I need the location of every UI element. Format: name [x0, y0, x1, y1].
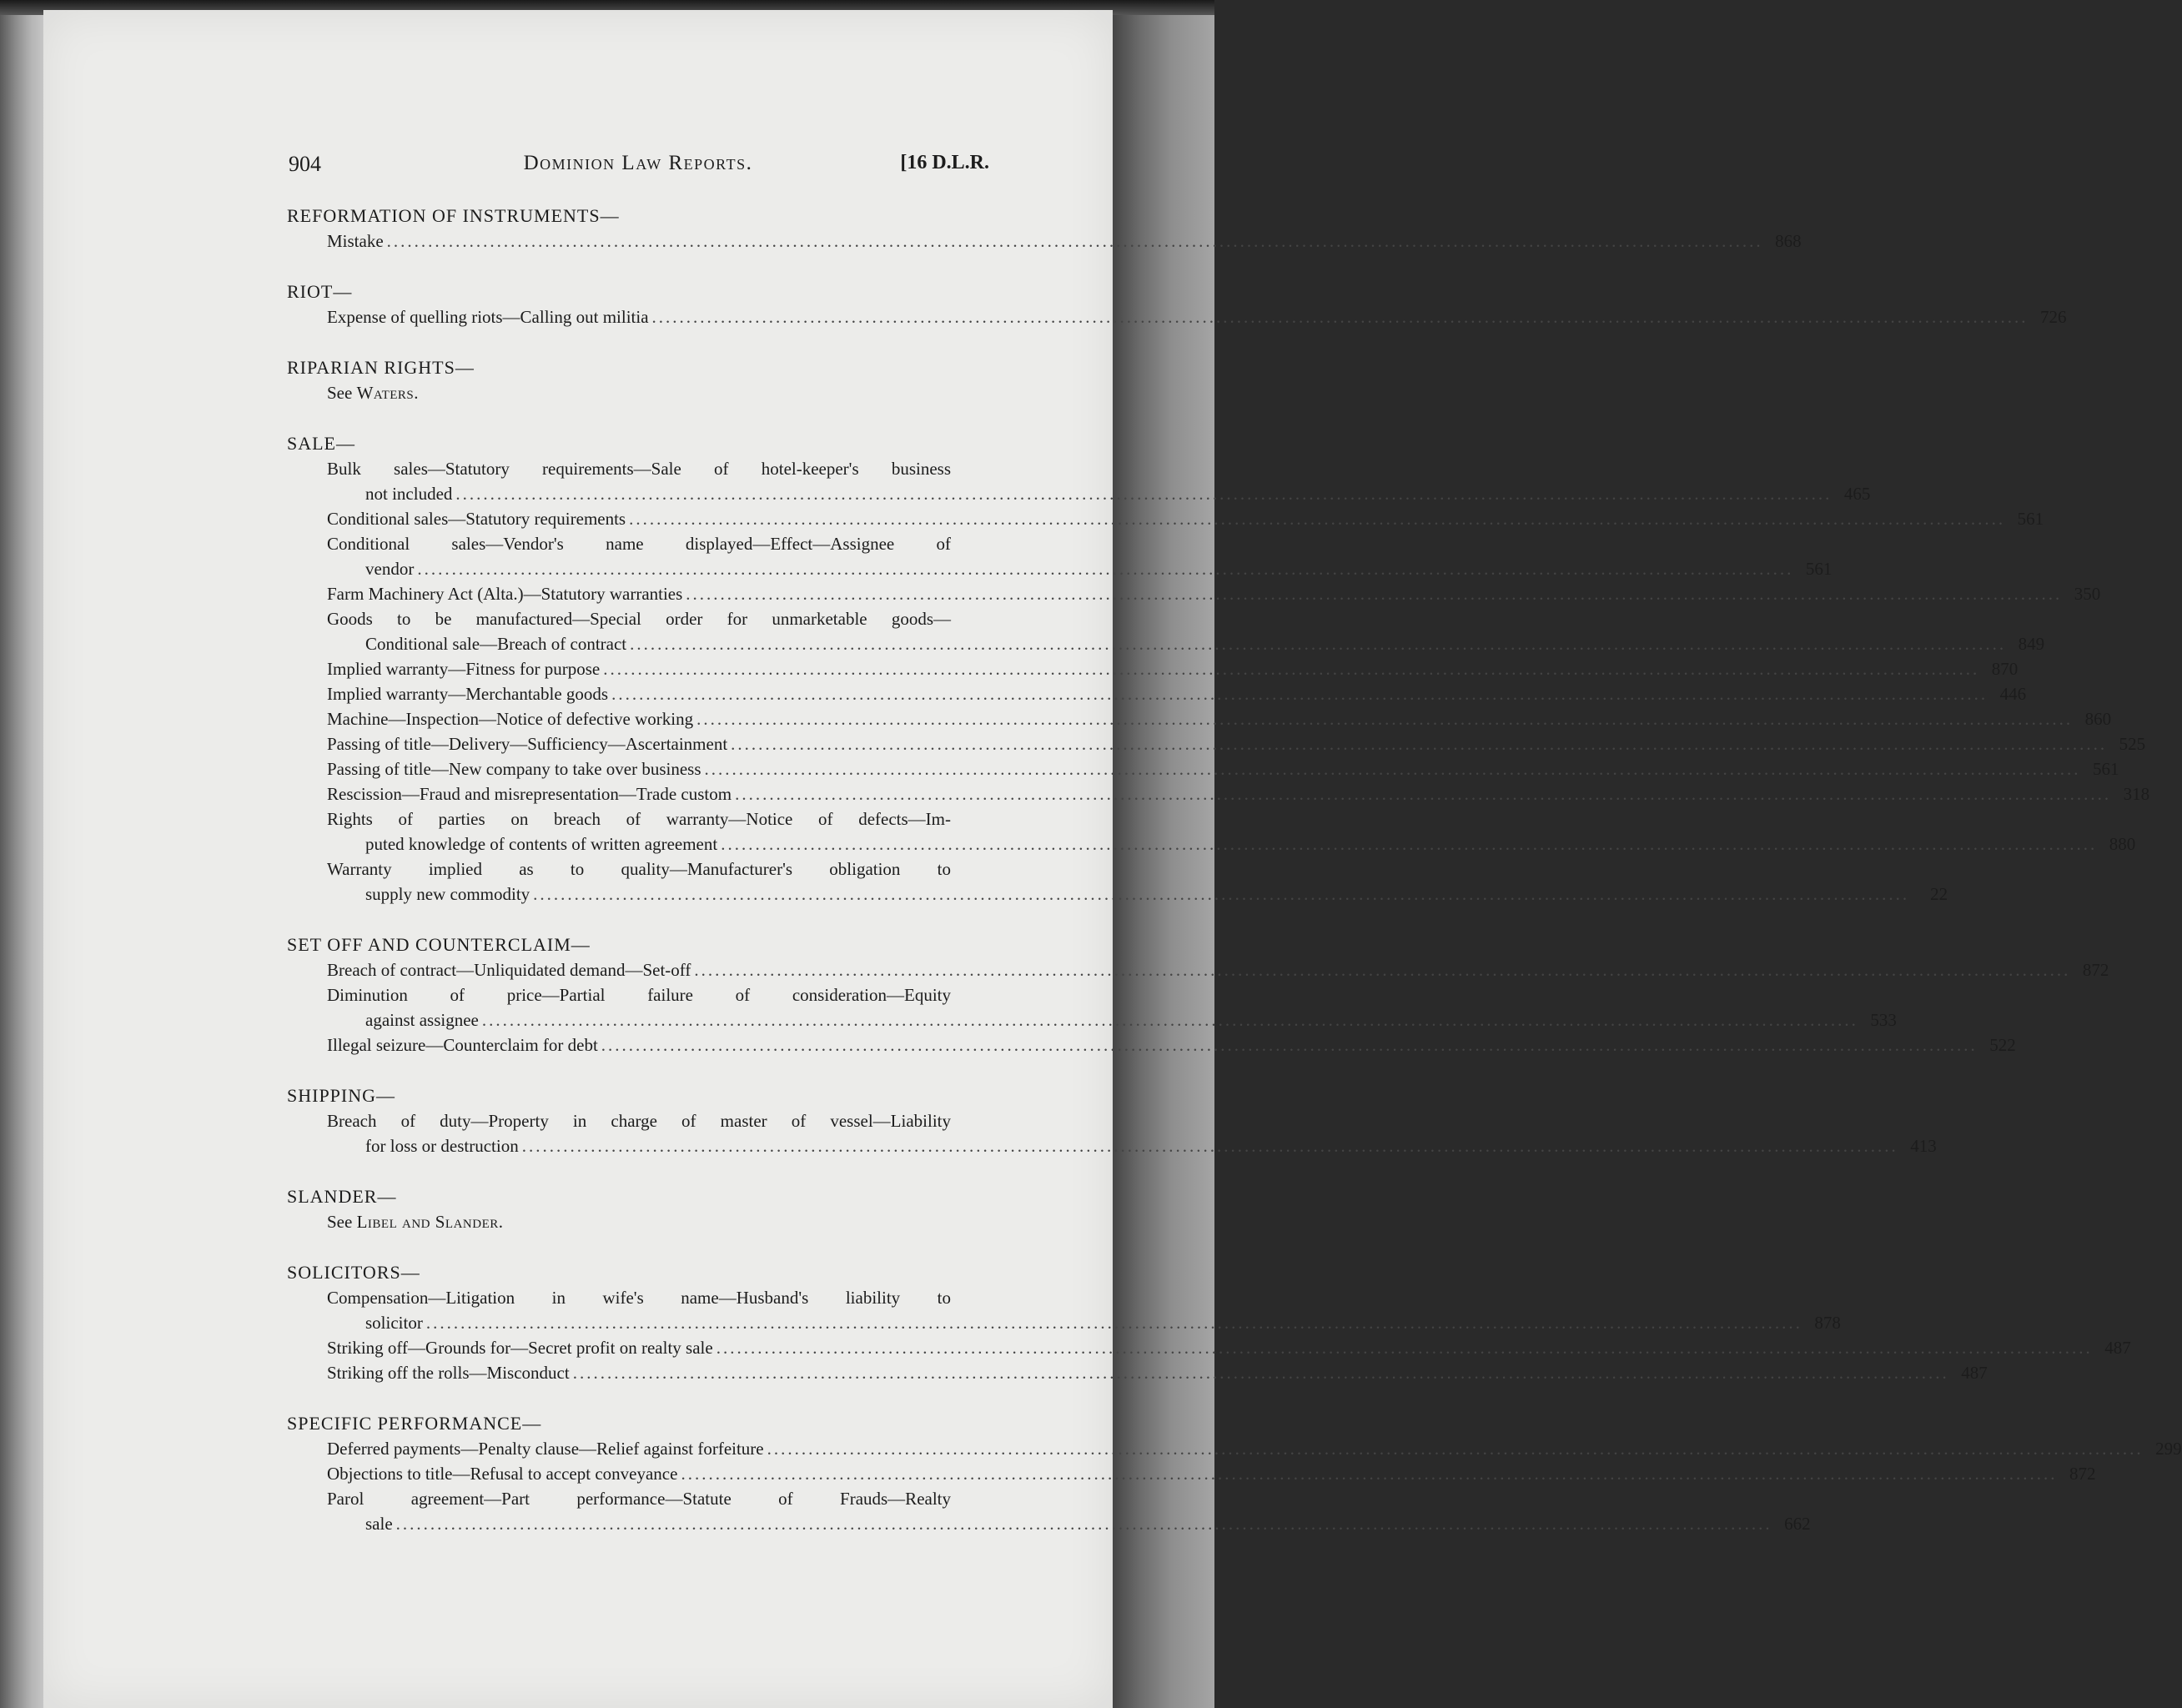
- dot-leader: ........................................................................................................................................................................................................: [603, 659, 1980, 679]
- entry-final-line: [327, 831, 2136, 857]
- entry-final-line: [327, 1032, 2016, 1057]
- dot-leader: ........................................................................................................................................................................................................: [386, 231, 1763, 251]
- entry-text: puted knowledge of contents of written agreement: [365, 834, 718, 854]
- entry-text: Machine—Inspection—Notice of defective working: [327, 709, 694, 729]
- page-reference: 726: [2040, 307, 2067, 327]
- entry-text: Striking off—Grounds for—Secret profit on realty sale: [327, 1338, 713, 1358]
- index-entry: [287, 1108, 1937, 1158]
- page-reference: 487: [2104, 1338, 2131, 1358]
- entry-text: Passing of title—New company to take over business: [327, 759, 701, 779]
- entry-line: Diminution of price—Partial failure of consideration—Equity: [327, 985, 951, 1005]
- entry-text: Conditional sale—Breach of contract: [365, 634, 627, 654]
- see-reference: [287, 380, 989, 405]
- entry-final-line: [327, 581, 2101, 606]
- page-reference: 413: [1910, 1136, 1937, 1156]
- index-entry: [287, 957, 2109, 982]
- dot-leader: ........................................................................................................................................................................................................: [731, 734, 2108, 754]
- entry-final-line: [327, 1007, 1897, 1032]
- entry-text: Farm Machinery Act (Alta.)—Statutory warranties: [327, 584, 683, 604]
- entry-final-line: [327, 631, 2045, 656]
- dot-leader: ........................................................................................................................................................................................................: [694, 960, 2071, 980]
- page-reference: 561: [2017, 509, 2044, 529]
- page-reference: 561: [1805, 559, 1833, 579]
- entry-text: supply new commodity: [365, 884, 530, 904]
- page-reference: 860: [2084, 709, 2112, 729]
- entry-final-line: [327, 656, 2019, 681]
- entry-text: Mistake: [327, 231, 384, 251]
- entry-line: Goods to be manufactured—Special order for unmarketable goods—: [327, 609, 951, 629]
- see-target: Waters.: [356, 383, 419, 403]
- entry-final-line: [327, 1310, 1841, 1335]
- see-reference: [287, 1209, 989, 1234]
- index-entry: [287, 1360, 1988, 1385]
- index-entry: [287, 857, 1948, 907]
- dot-leader: ........................................................................................................................................................................................................: [455, 484, 1833, 504]
- page-reference: 465: [1843, 484, 1871, 504]
- section-heading: RIPARIAN RIGHTS—: [287, 357, 475, 378]
- entry-final-line: [327, 756, 2119, 781]
- entry-final-line: [327, 506, 2044, 531]
- see-prefix: See: [327, 383, 353, 403]
- entry-final-line: [327, 1335, 2131, 1360]
- entry-final-line: [327, 481, 1871, 506]
- entry-text: solicitor: [365, 1313, 423, 1333]
- entry-text: Expense of quelling riots—Calling out militia: [327, 307, 649, 327]
- dot-leader: ........................................................................................................................................................................................................: [417, 559, 1794, 579]
- entry-text: Implied warranty—Merchantable goods: [327, 684, 609, 704]
- index-entry: [287, 1032, 2016, 1057]
- entry-text: Passing of title—Delivery—Sufficiency—Ascertainment: [327, 734, 728, 754]
- entry-final-line: [327, 229, 1802, 254]
- index-section: [287, 1184, 989, 1234]
- entry-text: Conditional sales—Statutory requirements: [327, 509, 626, 529]
- index-entry: [287, 1436, 2182, 1461]
- see-prefix: See: [327, 1212, 353, 1232]
- entry-text: Deferred payments—Penalty clause—Relief against forfeiture: [327, 1439, 764, 1459]
- page-reference: 880: [2109, 834, 2136, 854]
- page-content: [287, 152, 2182, 1562]
- dot-leader: ........................................................................................................................................................................................................: [651, 307, 2029, 327]
- dot-leader: ........................................................................................................................................................................................................: [395, 1514, 1772, 1534]
- see-target: Libel and Slander.: [356, 1212, 504, 1232]
- page-number: 904: [289, 152, 321, 176]
- index-entry: [287, 1285, 1841, 1335]
- index-entry: [287, 731, 2146, 756]
- page-reference: 318: [2123, 784, 2150, 804]
- entry-text: sale: [365, 1514, 393, 1534]
- section-heading: RIOT—: [287, 281, 353, 302]
- dot-leader: ........................................................................................................................................................................................................: [716, 1338, 2093, 1358]
- entry-text: Illegal seizure—Counterclaim for debt: [327, 1035, 598, 1055]
- dot-leader: ........................................................................................................................................................................................................: [704, 759, 2081, 779]
- index-entry: [287, 606, 2045, 656]
- page-reference: 533: [1870, 1010, 1897, 1030]
- dot-leader: ........................................................................................................................................................................................................: [601, 1035, 1978, 1055]
- entry-text: Striking off the rolls—Misconduct: [327, 1363, 570, 1383]
- entry-final-line: [327, 1360, 1988, 1385]
- page-reference: 525: [2119, 734, 2146, 754]
- index-section: [287, 1260, 2131, 1385]
- page-reference: 872: [2082, 960, 2109, 980]
- dot-leader: ........................................................................................................................................................................................................: [696, 709, 2074, 729]
- page-reference: 522: [1989, 1035, 2016, 1055]
- page-reference: 487: [1961, 1363, 1988, 1383]
- section-heading: SHIPPING—: [287, 1085, 396, 1106]
- entry-text: for loss or destruction: [365, 1136, 519, 1156]
- entry-text: Breach of contract—Unliquidated demand—Set-off: [327, 960, 691, 980]
- dot-leader: ........................................................................................................................................................................................................: [721, 834, 2098, 854]
- entry-line: Parol agreement—Part performance—Statute of Frauds—Realty: [327, 1489, 951, 1509]
- index-section: [287, 1411, 2182, 1536]
- index-body: [287, 203, 2182, 1536]
- entry-final-line: [327, 731, 2146, 756]
- dot-leader: ........................................................................................................................................................................................................: [481, 1010, 1858, 1030]
- index-entry: [287, 304, 2067, 329]
- index-entry: [287, 982, 1897, 1032]
- entry-final-line: [327, 882, 1948, 907]
- volume-reference: [16 D.L.R.: [900, 152, 989, 173]
- index-section: [287, 1083, 1937, 1158]
- page-reference: 662: [1784, 1514, 1811, 1534]
- index-entry: [287, 229, 1802, 254]
- dot-leader: ........................................................................................................................................................................................................: [681, 1464, 2058, 1484]
- page-reference: 870: [1991, 659, 2019, 679]
- dot-leader: ........................................................................................................................................................................................................: [735, 784, 2112, 804]
- entry-text: Rescission—Fraud and misrepresentation—Trade custom: [327, 784, 732, 804]
- section-heading: SET OFF AND COUNTERCLAIM—: [287, 934, 591, 955]
- section-heading: SALE—: [287, 433, 355, 454]
- entry-final-line: [327, 1511, 1811, 1536]
- entry-text: not included: [365, 484, 453, 504]
- entry-text: vendor: [365, 559, 415, 579]
- dot-leader: ........................................................................................................................................................................................................: [630, 634, 2007, 654]
- index-section: [287, 355, 989, 405]
- page-reference: 849: [2018, 634, 2045, 654]
- index-entry: [287, 506, 2044, 531]
- entry-final-line: [327, 556, 1833, 581]
- index-entry: [287, 781, 2150, 806]
- index-section: [287, 203, 1802, 254]
- index-entry: [287, 681, 2027, 706]
- entry-final-line: [327, 681, 2027, 706]
- entry-line: Compensation—Litigation in wife's name—Husband's liability to: [327, 1288, 951, 1308]
- entry-text: against assignee: [365, 1010, 479, 1030]
- entry-line: Conditional sales—Vendor's name displayed—Effect—Assignee of: [327, 534, 951, 554]
- entry-line: Bulk sales—Statutory requirements—Sale of hotel-keeper's business: [327, 459, 951, 479]
- entry-line: Warranty implied as to quality—Manufacturer's obligation to: [327, 859, 951, 879]
- page-reference: 350: [2074, 584, 2101, 604]
- entry-final-line: [327, 957, 2109, 982]
- index-entry: [287, 1486, 1811, 1536]
- dot-leader: ........................................................................................................................................................................................................: [629, 509, 2006, 529]
- dot-leader: ........................................................................................................................................................................................................: [572, 1363, 1949, 1383]
- dot-leader: ........................................................................................................................................................................................................: [686, 584, 2063, 604]
- entry-line: Rights of parties on breach of warranty—Notice of defects—Im-: [327, 809, 951, 829]
- entry-final-line: [327, 304, 2067, 329]
- section-heading: SLANDER—: [287, 1186, 397, 1207]
- index-entry: [287, 456, 1871, 506]
- index-entry: [287, 706, 2112, 731]
- dot-leader: ........................................................................................................................................................................................................: [425, 1313, 1802, 1333]
- page-reference: 878: [1814, 1313, 1841, 1333]
- running-head: [287, 152, 989, 190]
- index-section: [287, 932, 2109, 1057]
- page-reference: 868: [1775, 231, 1802, 251]
- entry-final-line: [327, 1436, 2182, 1461]
- index-section: [287, 431, 2150, 907]
- entry-text: Objections to title—Refusal to accept conveyance: [327, 1464, 678, 1484]
- dot-leader: ........................................................................................................................................................................................................: [611, 684, 1988, 704]
- dot-leader: ........................................................................................................................................................................................................: [533, 884, 1910, 904]
- dot-leader: ........................................................................................................................................................................................................: [767, 1439, 2144, 1459]
- page-reference: 561: [2093, 759, 2119, 779]
- index-entry: [287, 1335, 2131, 1360]
- journal-title: Dominion Law Reports.: [523, 152, 753, 174]
- index-entry: [287, 656, 2019, 681]
- page-reference: 446: [1999, 684, 2027, 704]
- index-entry: [287, 581, 2101, 606]
- index-entry: [287, 1461, 2096, 1486]
- entry-text: Implied warranty—Fitness for purpose: [327, 659, 601, 679]
- book-page: [43, 10, 2182, 1708]
- section-heading: SOLICITORS—: [287, 1262, 420, 1283]
- index-entry: [287, 756, 2119, 781]
- page-reference: 872: [2069, 1464, 2096, 1484]
- index-section: [287, 279, 2067, 329]
- entry-final-line: [327, 1461, 2096, 1486]
- page-reference: 22: [1930, 884, 1948, 904]
- section-heading: SPECIFIC PERFORMANCE—: [287, 1413, 542, 1434]
- entry-final-line: [327, 1133, 1937, 1158]
- entry-line: Breach of duty—Property in charge of master of vessel—Liability: [327, 1111, 951, 1131]
- entry-final-line: [327, 781, 2150, 806]
- index-entry: [287, 806, 2136, 857]
- page-reference: 299: [2155, 1439, 2182, 1459]
- section-heading: REFORMATION OF INSTRUMENTS—: [287, 205, 620, 226]
- index-entry: [287, 531, 1833, 581]
- entry-final-line: [327, 706, 2112, 731]
- dot-leader: ........................................................................................................................................................................................................: [521, 1136, 1898, 1156]
